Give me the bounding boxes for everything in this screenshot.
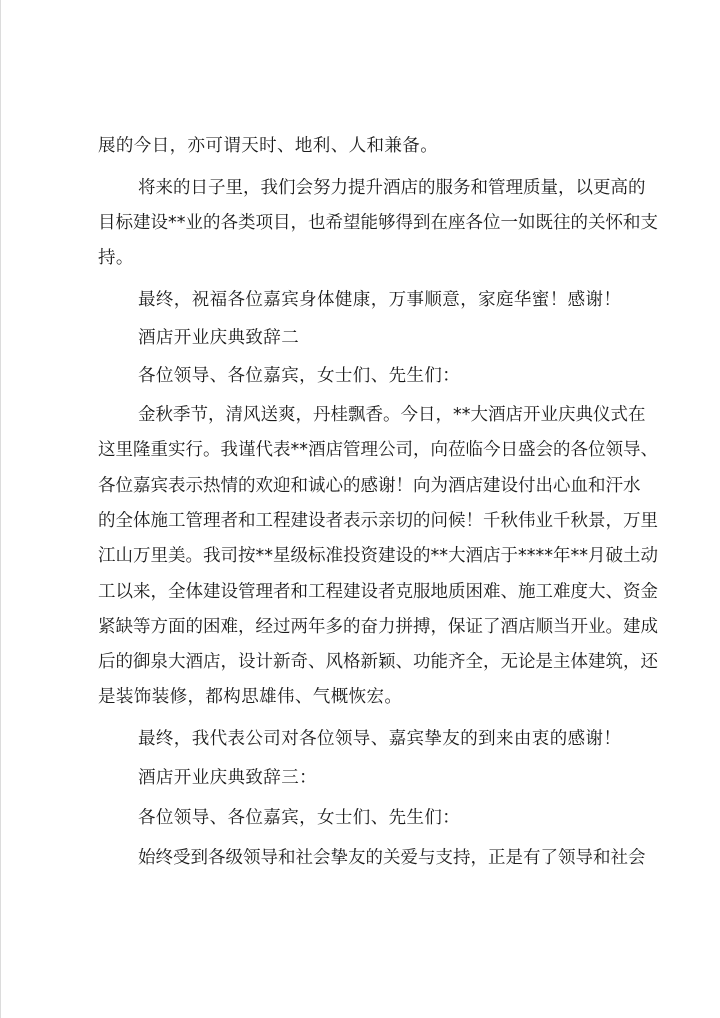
section-heading: 酒店开业庆典致辞二 bbox=[138, 328, 300, 348]
section-heading: 酒店开业庆典致辞三： bbox=[138, 768, 317, 788]
page-edge bbox=[0, 0, 1, 1018]
paragraph-line: 这里隆重实行。我谨代表**酒店管理公司，向莅临今日盛会的各位领导、 bbox=[98, 440, 658, 460]
paragraph-line: 将来的日子里，我们会努力提升酒店的服务和管理质量，以更高的 bbox=[138, 178, 646, 198]
paragraph-line: 目标建设**业的各类项目，也希望能够得到在座各位一如既往的关怀和支 bbox=[98, 213, 658, 233]
paragraph-line: 的全体施工管理者和工程建设者表示亲切的问候！千秋伟业千秋景，万里 bbox=[98, 511, 658, 531]
salutation: 各位领导、各位嘉宾，女士们、先生们： bbox=[138, 366, 461, 386]
paragraph-line: 江山万里美。我司按**星级标准投资建设的**大酒店于****年**月破土动 bbox=[98, 546, 658, 566]
paragraph-line: 工以来，全体建设管理者和工程建设者克服地质困难、施工难度大、资金 bbox=[98, 582, 658, 602]
paragraph-line: 始终受到各级领导和社会挚友的关爱与支持，正是有了领导和社会 bbox=[138, 848, 646, 868]
paragraph-line: 紧缺等方面的困难，经过两年多的奋力拼搏，保证了酒店顺当开业。建成 bbox=[98, 617, 658, 637]
paragraph-line: 金秋季节，清风送爽，丹桂飘香。今日，**大酒店开业庆典仪式在 bbox=[138, 405, 646, 425]
paragraph-line: 是装饰装修，都构思雄伟、气概恢宏。 bbox=[98, 687, 403, 707]
paragraph-line: 各位嘉宾表示热情的欢迎和诚心的感谢！向为酒店建设付出心血和汗水 bbox=[98, 476, 641, 496]
paragraph-line: 最终，祝福各位嘉宾身体健康，万事顺意，家庭华蜜！感谢！ bbox=[138, 290, 622, 310]
paragraph-line: 持。 bbox=[98, 248, 134, 268]
paragraph-line: 展的今日，亦可谓天时、地利、人和兼备。 bbox=[98, 136, 439, 156]
paragraph-line: 后的御泉大酒店，设计新奇、风格新颖、功能齐全，无论是主体建筑，还 bbox=[98, 652, 658, 672]
paragraph-line: 最终，我代表公司对各位领导、嘉宾挚友的到来由衷的感谢！ bbox=[138, 729, 622, 749]
salutation: 各位领导、各位嘉宾，女士们、先生们： bbox=[138, 808, 461, 828]
